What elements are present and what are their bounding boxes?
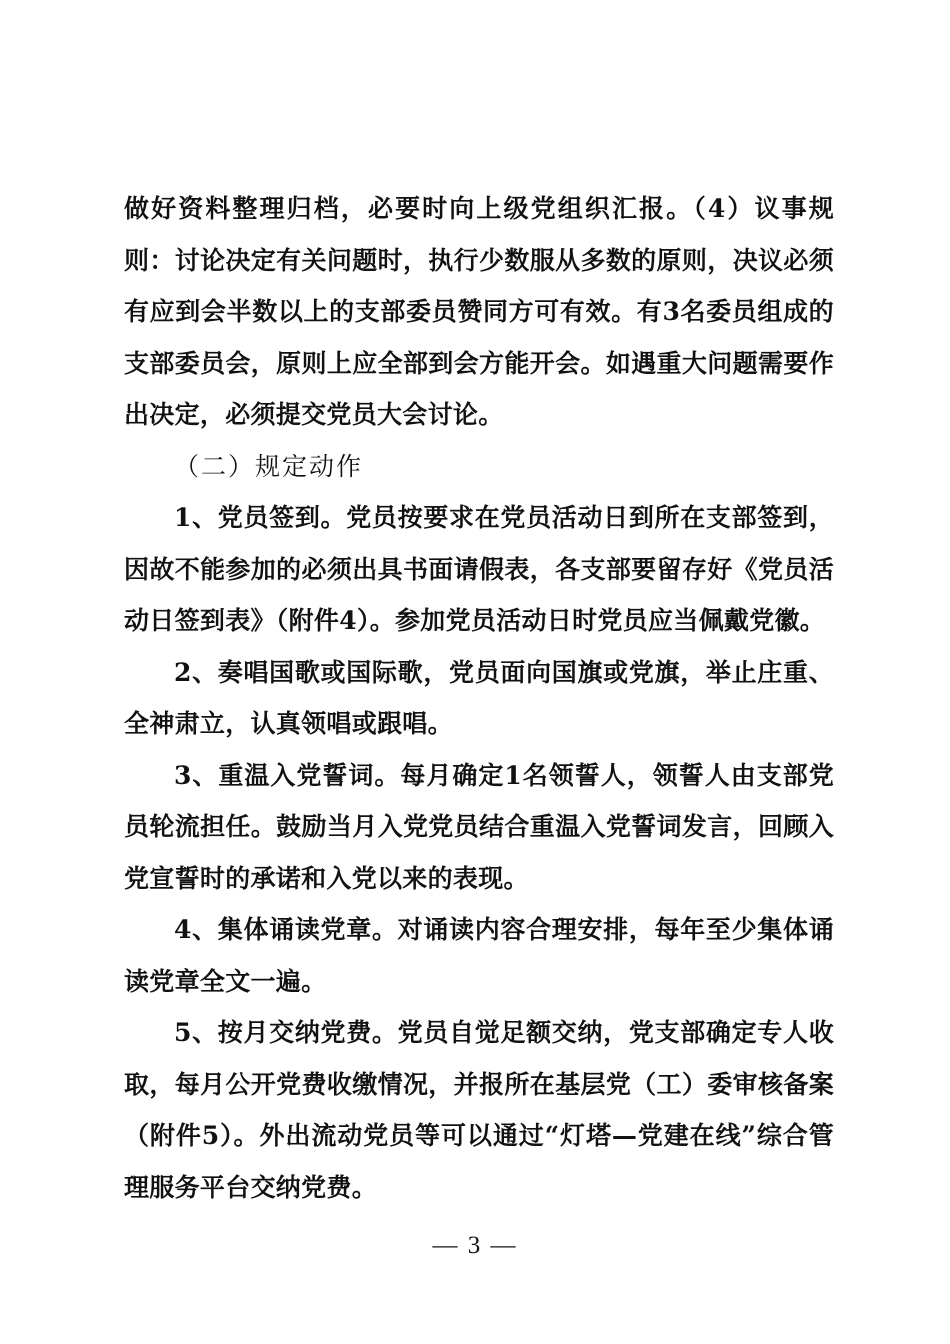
paragraph-item-3: 3、重温入党誓词。每月确定1名领誓人，领誓人由支部党员轮流担任。鼓励当月入党党员结合重温入党誓词发言，回顾入党宣誓时的承诺和入党以来的表现。 xyxy=(124,760,834,893)
paragraph-item-5: 5、按月交纳党费。党员自觉足额交纳，党支部确定专人收取，每月公开党费收缴情况，并报所在基层党（工）委审核备案（附件5）。外出流动党员等可以通过“灯塔—党建在线”综合管理服务平台交纳党费。 xyxy=(124,1018,834,1202)
page-number: — 3 — xyxy=(432,1232,518,1259)
paragraph-item-2: 2、奏唱国歌或国际歌，党员面向国旗或党旗，举止庄重、全神肃立，认真领唱或跟唱。 xyxy=(124,657,834,738)
paragraph-item-4: 4、集体诵读党章。对诵读内容合理安排，每年至少集体诵读党章全文一遍。 xyxy=(124,915,834,996)
paragraph-item-1: 1、党员签到。党员按要求在党员活动日到所在支部签到，因故不能参加的必须出具书面请假表，各支部要留存好《党员活动日签到表》（附件4）。参加党员活动日时党员应当佩戴党徽。 xyxy=(124,503,834,635)
paragraph-continuation: 做好资料整理归档，必要时向上级党组织汇报。（4）议事规则：讨论决定有关问题时，执行少数服从多数的原则，决议必须有应到会半数以上的支部委员赞同方可有效。有3名委员组成的支部委员会，原则上应全部到会方能开会。如遇重大问题需要作出决定，必须提交党员大会讨论。 xyxy=(124,194,834,429)
section-heading: （二）规定动作 xyxy=(174,451,364,481)
document-body xyxy=(124,183,834,1213)
